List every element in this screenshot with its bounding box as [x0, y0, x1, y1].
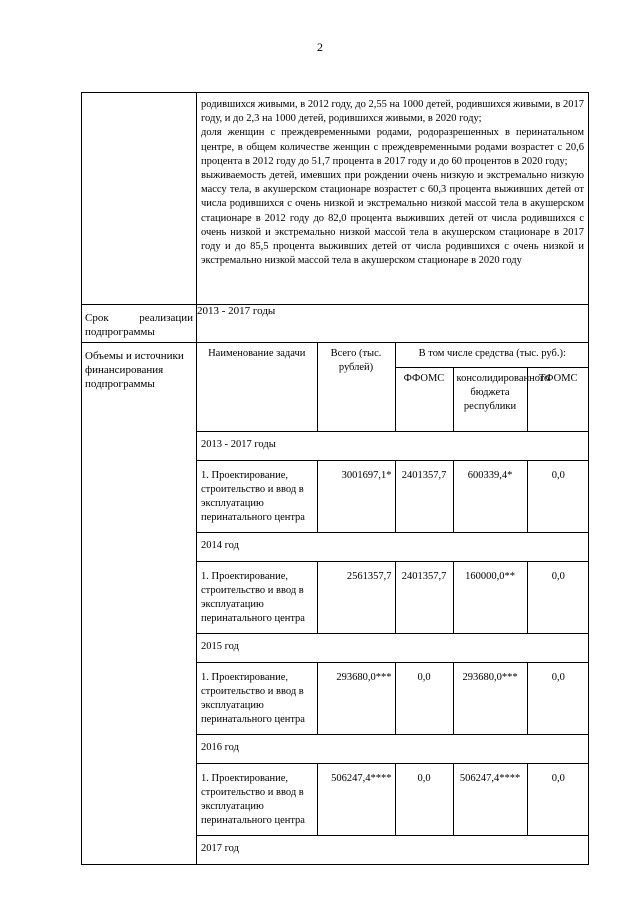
value-ffoms: 2401357,7 — [395, 562, 453, 634]
year-label: 2017 год — [197, 836, 589, 865]
funding-table-cell — [197, 343, 589, 865]
year-row — [197, 432, 589, 461]
header-including: В том числе средства (тыс. руб.): — [395, 343, 589, 368]
header-ffoms: ФФОМС — [395, 368, 453, 432]
year-row — [197, 735, 589, 764]
task-row — [197, 663, 589, 735]
value-ffoms: 0,0 — [395, 764, 453, 836]
value-budget: 293680,0*** — [453, 663, 527, 735]
goals-text-cell — [197, 93, 589, 305]
task-row — [197, 562, 589, 634]
year-label: 2016 год — [197, 735, 589, 764]
funding-table — [197, 343, 589, 864]
year-row — [197, 634, 589, 663]
value-tfoms: 0,0 — [527, 461, 589, 533]
task-name: 1. Проектирование, строительство и ввод в эксплуатацию перинатального центра — [197, 663, 317, 735]
header-task-name: Наименование задачи — [197, 343, 317, 432]
header-tfoms: ТФОМС — [527, 368, 589, 432]
year-row — [197, 836, 589, 865]
term-value: 2013 - 2017 годы — [197, 305, 589, 343]
goal-paragraph: выживаемость детей, имевших при рождении очень низкую и экстремально низкую массу тела, в акушерском стационаре возрастет с 60,3 процента выживших детей от числа родившихся с очень низкой и экстремально низкой массой тела в акушерском стационаре в 2012 году до 82,0 процента выживших детей от числа родившихся с очень низкой и экстремально низкой массой тела в акушерском стационаре в 2017 году и до 85,5 процента выживших детей от числа родившихся с очень низкой и экстремально низкой массой тела в акушерском стационаре в 2020 году — [201, 170, 584, 267]
passport-table — [81, 92, 589, 865]
task-row — [197, 461, 589, 533]
value-total: 293680,0*** — [317, 663, 395, 735]
task-name: 1. Проектирование, строительство и ввод в эксплуатацию перинатального центра — [197, 764, 317, 836]
term-label: Срок реализации — [85, 312, 193, 324]
term-label-cell — [82, 305, 197, 343]
value-budget: 160000,0** — [453, 562, 527, 634]
task-name: 1. Проектирование, строительство и ввод в эксплуатацию перинатального центра — [197, 562, 317, 634]
value-budget: 506247,4**** — [453, 764, 527, 836]
header-total: Всего (тыс. рублей) — [317, 343, 395, 432]
funding-label-cell — [82, 343, 197, 865]
year-label: 2014 год — [197, 533, 589, 562]
funding-row — [82, 343, 589, 865]
year-label: 2013 - 2017 годы — [197, 432, 589, 461]
goal-paragraph: доля женщин с преждевременными родами, родоразрешенных в перинатальном центре, в общем количестве женщин с преждевременными родами возрастет с 20,6 процента в 2012 году до 51,7 процента в 2017 году и до 60 процентов в 2020 году; — [201, 127, 584, 167]
funding-label: Объемы и источники финансирования подпрограммы — [85, 350, 184, 390]
page-number: 2 — [317, 40, 323, 54]
goals-label-cell — [82, 93, 197, 305]
value-total: 506247,4**** — [317, 764, 395, 836]
goals-row — [82, 93, 589, 305]
year-row — [197, 533, 589, 562]
term-row — [82, 305, 589, 343]
value-tfoms: 0,0 — [527, 663, 589, 735]
task-name: 1. Проектирование, строительство и ввод в эксплуатацию перинатального центра — [197, 461, 317, 533]
goal-paragraph: родившихся живыми, в 2012 году, до 2,55 на 1000 детей, родившихся живыми, в 2017 году, и до 2,3 на 1000 детей, родившихся живыми, в 2020 году; — [201, 99, 585, 125]
value-tfoms: 0,0 — [527, 562, 589, 634]
value-ffoms: 0,0 — [395, 663, 453, 735]
term-label-2: подпрограммы — [85, 326, 155, 338]
value-budget: 600339,4* — [453, 461, 527, 533]
header-row — [197, 343, 589, 368]
value-ffoms: 2401357,7 — [395, 461, 453, 533]
value-tfoms: 0,0 — [527, 764, 589, 836]
header-budget: консолидированного бюджета республики — [453, 368, 527, 432]
value-total: 2561357,7 — [317, 562, 395, 634]
year-label: 2015 год — [197, 634, 589, 663]
value-total: 3001697,1* — [317, 461, 395, 533]
task-row — [197, 764, 589, 836]
